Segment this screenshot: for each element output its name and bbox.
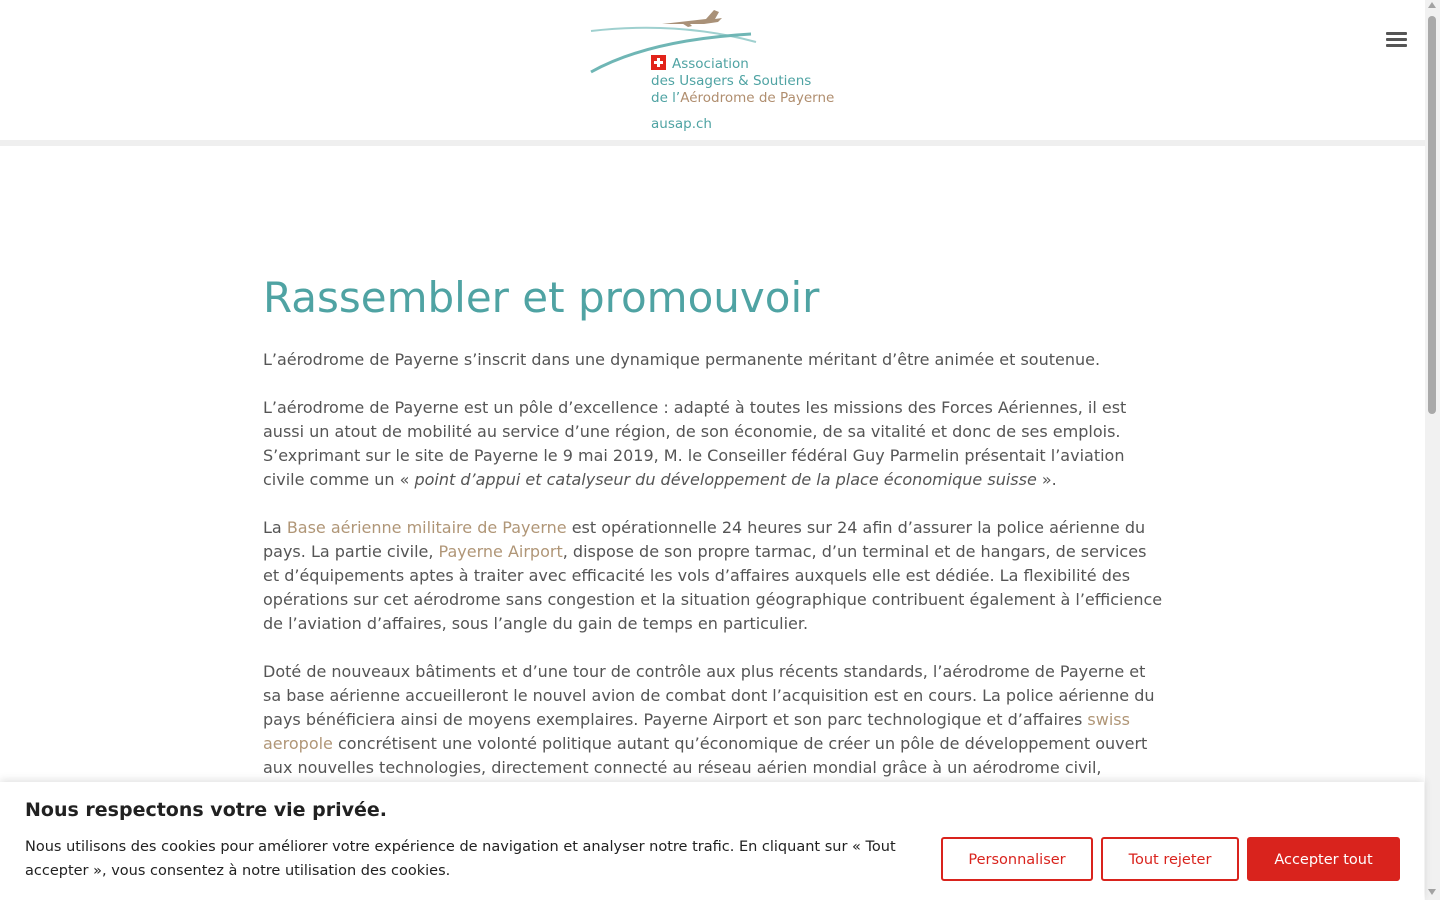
customize-button[interactable]: Personnaliser (941, 837, 1093, 881)
menu-bar-1 (1386, 32, 1407, 35)
base-aerienne-link[interactable]: Base aérienne militaire de Payerne (286, 518, 567, 537)
cookie-text: Nous utilisons des cookies pour améliorer votre expérience de navigation et analyser notre trafic. En cliquant sur « Tout accepter », vous consentez à notre utilisation des cookies. (25, 839, 896, 879)
page-title: Rassembler et promouvoir (263, 273, 820, 322)
logo-line-aerodrome-name: Aérodrome de Payerne (680, 90, 835, 106)
parmelin-quote: point d’appui et catalyseur du développement de la place économique suisse (414, 470, 1037, 489)
logo-line-aerodrome-prefix: de l’ (651, 90, 681, 106)
site-header (0, 0, 1425, 140)
intro-paragraph: L’aérodrome de Payerne s’inscrit dans une dynamique permanente méritant d’être animée et soutenue. (263, 350, 1101, 369)
excellence-paragraph (263, 396, 1163, 492)
logo-line-aerodrome (651, 90, 834, 107)
page-scrollbar[interactable] (1425, 0, 1440, 900)
scroll-thumb[interactable] (1428, 16, 1436, 414)
logo-url: ausap.ch (651, 116, 712, 132)
buildings-text-a: Doté de nouveaux bâtiments et d’une tour de contrôle aux plus récents standards, l’aérodrome de Payerne et sa base aérienne accueilleront le nouvel avion de combat dont l’acquisition est en cours. La police aérienne du pays bénéficiera ainsi de moyens exemplaires. Payerne Airport et son parc technologique et d’affaires (263, 662, 1155, 729)
menu-bar-3 (1386, 44, 1407, 47)
logo-line-association: Association (672, 56, 749, 72)
site-logo[interactable] (588, 6, 848, 136)
menu-bar-2 (1386, 38, 1407, 41)
base-paragraph (263, 516, 1163, 636)
scroll-up-arrow-icon[interactable] (1428, 2, 1436, 8)
reject-all-button[interactable]: Tout rejeter (1101, 837, 1239, 881)
cookie-banner (0, 782, 1424, 900)
scroll-down-arrow-icon[interactable] (1428, 889, 1436, 895)
swiss-aeropole-link[interactable]: swiss aeropole (263, 710, 1130, 753)
cookie-title: Nous respectons votre vie privée. (25, 799, 387, 821)
excellence-end: ». (1036, 470, 1057, 489)
base-text-b: est opérationnelle 24 heures sur 24 afin d’assurer la police aérienne du pays. La partie civile, (263, 518, 1146, 561)
base-text-c: , dispose de son propre tarmac, d’un terminal et de hangars, de services et d’équipements aptes à traiter avec efficacité les vols d’affaires auxquels elle est dédiée. La flexibilité des opérations sur cet aérodrome sans congestion et la situation géographique contribuent également à l’efficience de l’aviation d’affaires, sous l’angle du gain de temps en particulier. (263, 542, 1163, 633)
swiss-flag-icon (651, 55, 666, 70)
payerne-airport-link[interactable]: Payerne Airport (438, 542, 563, 561)
hamburger-menu-icon[interactable] (1385, 30, 1409, 50)
accept-all-button[interactable]: Accepter tout (1247, 837, 1400, 881)
buildings-paragraph (263, 660, 1163, 780)
main-content (263, 270, 1163, 804)
header-divider (0, 140, 1425, 146)
logo-line-usagers: des Usagers & Soutiens (651, 73, 812, 89)
base-text-a: La (263, 518, 287, 537)
buildings-text-b: concrétisent une volonté politique autant qu’économique de créer un pôle de développement ouvert aux nouvelles technologies, directement connecté au réseau aérien mondial grâce à un aérodrome civil, (263, 734, 1148, 777)
excellence-text: L’aérodrome de Payerne est un pôle d’excellence : adapté à toutes les missions des Forces Aériennes, il est aussi un atout de mobilité au service d’une région, de son économie, de sa vitalité et donc de ses emplois. S’exprimant sur le site de Payerne le 9 mai 2019, M. le Conseiller fédéral Guy Parmelin présentait l’aviation civile comme un « (263, 398, 1127, 489)
